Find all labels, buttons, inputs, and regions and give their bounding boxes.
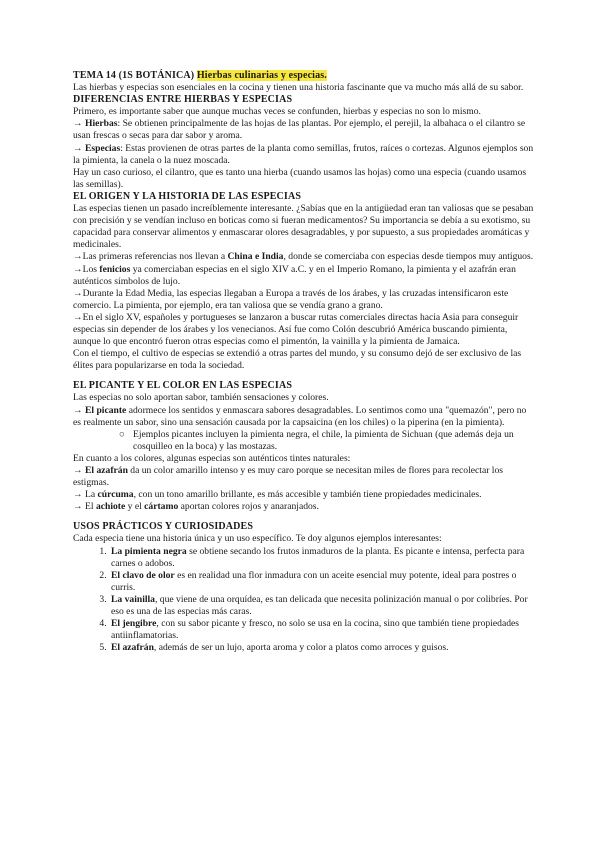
document-title [73, 70, 535, 82]
arrow-icon: → [73, 501, 83, 513]
arrow-icon: → [73, 311, 83, 323]
section-heading-usos: USOS PRÁCTICOS Y CURIOSIDADES [73, 521, 254, 533]
arrow-icon: → [73, 118, 83, 130]
list-item: 5. El azafrán, además de ser un lujo, aporta aroma y color a platos como arroces y guisos. [109, 642, 535, 654]
section-heading-origin: EL ORIGEN Y LA HISTORIA DE LAS ESPECIAS [73, 190, 302, 202]
bullet-edad-media: →Durante la Edad Media, las especias llegaban a Europa a través de los árabes, y las cruzadas intensificaron este comercio. La pimienta, por ejemplo, era tan valiosa que se vendía grano a grano. [73, 287, 509, 311]
bullet-siglo-xv: →En el siglo XV, españoles y portugueses se lanzaron a buscar rutas comerciales directas hacia Asia para conseguir especias sin depender de los árabes y los venecianos. Así fue como Colón descubrió América buscando pimienta, aunque lo que encontró fueron otras especias como el pimentón, la vainilla y la pimienta de Jamaica. [73, 311, 519, 348]
bullet-hierbas: → Hierbas: Se obtienen principalmente de las hojas de las plantas. Por ejemplo, el perejil, la albahaca o el cilantro se usan frescas o secas para dar sabor y aroma. [73, 118, 526, 142]
bullet-picante: → El picante adormece los sentidos y enmascara sabores desagradables. Lo sentimos como una "quemazón", pero no es realmente un sabor, sino una sensación causada por la capsaicina (en los chiles) o la piperina (en la pimienta). [73, 404, 527, 428]
bullet-achiote: → El achiote y el cártamo aportan colores rojos y anaranjados. [73, 501, 319, 513]
intro-paragraph: Las hierbas y especias son esenciales en la cocina y tienen una historia fascinante que va mucho más allá de su sabor. [73, 82, 524, 94]
paragraph: Con el tiempo, el cultivo de especias se extendió a otras partes del mundo, y su consumo dejó de ser exclusivo de las élites para popularizarse en toda la sociedad. [73, 348, 522, 372]
section-heading-picante: EL PICANTE Y EL COLOR EN LAS ESPECIAS [73, 380, 293, 392]
document-page [73, 70, 535, 654]
bullet-azafran: → El azafrán da un color amarillo intenso y es muy caro porque se necesitan miles de flores para recolectar los estigmas. [73, 465, 503, 489]
paragraph: Las especias no solo aportan sabor, también sensaciones y colores. [73, 392, 329, 404]
arrow-icon: → [73, 465, 83, 476]
bullet-especias: → Especias: Estas provienen de otras partes de la planta como semillas, frutos, raíces o cortezas. Algunos ejemplos son la pimienta, la canela o la nuez moscada. [73, 142, 534, 166]
bullet-fenicios: →Los fenicios ya comerciaban especias en el siglo XIV a.C. y en el Imperio Romano, la pimienta y el azafrán eran auténticos símbolos de lujo. [73, 263, 516, 287]
paragraph: En cuanto a los colores, algunas especias son auténticos tintes naturales: [73, 452, 351, 464]
paragraph: Las especias tienen un pasado increíblemente interesante. ¿Sabías que en la antigüedad eran tan valiosas que se pesaban con precisión y se vendían incluso en boticas como si fueran medicamentos? Su importancia se debía a su exotismo, su capacidad para conservar alimentos y enmascarar olores desagradables, y por supuesto, a sus propiedades aromáticas y medicinales. [73, 203, 534, 251]
numbered-list [73, 546, 535, 655]
arrow-icon: → [73, 287, 83, 299]
list-item: 1. La pimienta negra se obtiene secando los frutos inmaduros de la planta. Es picante e intensa, perfecta para carnes o adobos. [109, 546, 535, 570]
bullet-curcuma: → La cúrcuma, con un tono amarillo brillante, es más accesible y también tiene propiedades medicinales. [73, 489, 482, 501]
arrow-icon: → [73, 263, 83, 275]
arrow-icon: → [73, 251, 83, 263]
paragraph: Primero, es importante saber que aunque muchas veces se confunden, hierbas y especias no son lo mismo. [73, 106, 481, 118]
paragraph: Cada especia tiene una historia única y un uso específico. Te doy algunos ejemplos interesantes: [73, 533, 442, 545]
list-item: 3. La vainilla, que viene de una orquídea, es tan delicada que necesita polinización manual o por colibríes. Por eso es una de las especias más caras. [109, 594, 535, 618]
title-prefix: TEMA 14 (1S BOTÁNICA) [73, 70, 195, 81]
arrow-icon: → [73, 142, 83, 154]
arrow-icon: → [73, 404, 83, 416]
section-heading-differences: DIFERENCIAS ENTRE HIERBAS Y ESPECIAS [73, 94, 293, 106]
title-highlight: Hierbas culinarias y especias. [196, 70, 327, 81]
list-item: 2. El clavo de olor es en realidad una flor inmadura con un aceite esencial muy potente, ideal para postres o curris. [109, 570, 535, 594]
arrow-icon: → [73, 489, 83, 501]
circle-bullet-icon: ○ [119, 428, 125, 440]
paragraph: Hay un caso curioso, el cilantro, que es tanto una hierba (cuando usamos las hojas) como una especia (cuando usamos las semillas). [73, 166, 527, 190]
list-item: 4. El jengibre, con su sabor picante y fresco, no solo se usa en la cocina, sino que también tiene propiedades antiinflamatorias. [109, 618, 535, 642]
bullet-china-india: →Las primeras referencias nos llevan a China e India, donde se comerciaba con especias desde tiempos muy antiguos. [73, 251, 534, 263]
sub-bullet-ejemplos: ○ Ejemplos picantes incluyen la pimienta negra, el chile, la pimienta de Sichuan (que además deja un cosquilleo en la boca) y las mostazas. [119, 428, 514, 452]
